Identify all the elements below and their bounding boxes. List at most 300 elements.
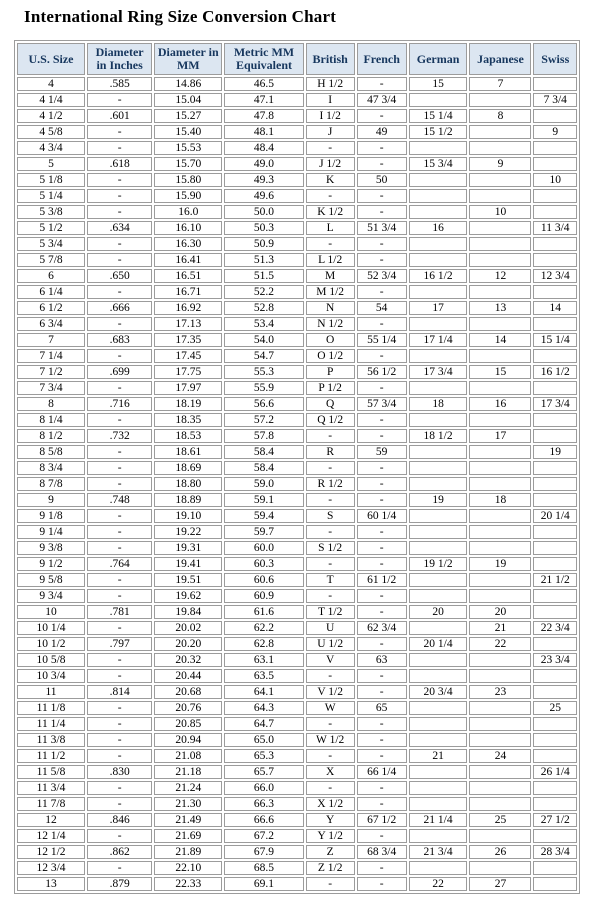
table-cell: 11 7/8 (17, 797, 85, 811)
table-cell: 65.7 (224, 765, 303, 779)
table-cell (469, 221, 531, 235)
table-cell: .650 (87, 269, 152, 283)
table-cell: - (306, 589, 355, 603)
table-cell: 67.9 (224, 845, 303, 859)
table-cell: 52.2 (224, 285, 303, 299)
table-cell: X (306, 765, 355, 779)
table-cell (533, 605, 577, 619)
table-row (17, 77, 577, 91)
table-cell: 55.9 (224, 381, 303, 395)
table-row (17, 557, 577, 571)
table-cell: 12 (469, 269, 531, 283)
table-cell: 19.10 (154, 509, 222, 523)
table-cell: 54.7 (224, 349, 303, 363)
table-cell: 8 1/4 (17, 413, 85, 427)
table-cell: - (306, 525, 355, 539)
table-cell (409, 797, 468, 811)
table-row (17, 333, 577, 347)
table-row (17, 349, 577, 363)
table-row (17, 125, 577, 139)
table-cell: - (357, 685, 407, 699)
table-cell: 18.19 (154, 397, 222, 411)
table-cell: 21 1/4 (409, 813, 468, 827)
table-cell (533, 109, 577, 123)
table-row (17, 189, 577, 203)
table-cell (409, 253, 468, 267)
table-cell: 11 3/4 (533, 221, 577, 235)
table-cell: - (87, 797, 152, 811)
table-cell: 17.75 (154, 365, 222, 379)
table-cell (469, 797, 531, 811)
table-cell: U (306, 621, 355, 635)
column-header: British (306, 43, 355, 75)
table-cell (409, 717, 468, 731)
table-cell: Y 1/2 (306, 829, 355, 843)
table-cell: 50 (357, 173, 407, 187)
table-cell: 14 (533, 301, 577, 315)
table-cell: - (87, 461, 152, 475)
table-cell: 16.92 (154, 301, 222, 315)
table-cell (533, 205, 577, 219)
table-cell: 52.8 (224, 301, 303, 315)
table-cell: 25 (469, 813, 531, 827)
table-cell (469, 717, 531, 731)
table-cell: .699 (87, 365, 152, 379)
table-cell: 59.7 (224, 525, 303, 539)
table-cell: 16.51 (154, 269, 222, 283)
table-row (17, 141, 577, 155)
table-cell: I 1/2 (306, 109, 355, 123)
table-cell: 16.30 (154, 237, 222, 251)
table-cell: - (87, 861, 152, 875)
table-cell: - (357, 413, 407, 427)
table-cell: 12 (17, 813, 85, 827)
table-cell: - (306, 493, 355, 507)
table-cell (409, 781, 468, 795)
table-cell: - (87, 413, 152, 427)
table-cell (409, 445, 468, 459)
table-cell: 58.4 (224, 461, 303, 475)
table-cell: - (87, 749, 152, 763)
table-cell: J (306, 125, 355, 139)
table-cell (469, 237, 531, 251)
table-cell: 20.20 (154, 637, 222, 651)
table-cell (409, 525, 468, 539)
table-cell: 17 1/4 (409, 333, 468, 347)
table-cell: 48.4 (224, 141, 303, 155)
table-cell: 16.10 (154, 221, 222, 235)
table-cell: 62.2 (224, 621, 303, 635)
table-cell: 20.32 (154, 653, 222, 667)
table-cell: 21.69 (154, 829, 222, 843)
table-cell: 9 1/8 (17, 509, 85, 523)
table-cell: - (87, 205, 152, 219)
table-cell (469, 253, 531, 267)
table-row (17, 845, 577, 859)
table-row (17, 461, 577, 475)
column-header: Japanese (469, 43, 531, 75)
table-cell (409, 653, 468, 667)
table-cell (533, 461, 577, 475)
table-cell: 10 (17, 605, 85, 619)
table-cell: 57.8 (224, 429, 303, 443)
header-row (17, 43, 577, 75)
table-cell: N 1/2 (306, 317, 355, 331)
table-row (17, 749, 577, 763)
table-cell: T 1/2 (306, 605, 355, 619)
table-cell: 20 1/4 (533, 509, 577, 523)
table-cell (469, 781, 531, 795)
table-cell (533, 877, 577, 891)
table-cell: 18 (409, 397, 468, 411)
table-row (17, 157, 577, 171)
table-cell: - (306, 781, 355, 795)
table-cell: .862 (87, 845, 152, 859)
table-cell: 65.0 (224, 733, 303, 747)
table-cell: 18 (469, 493, 531, 507)
table-cell: 65.3 (224, 749, 303, 763)
table-cell: - (357, 237, 407, 251)
table-cell (469, 477, 531, 491)
table-cell: 67 1/2 (357, 813, 407, 827)
table-cell (409, 669, 468, 683)
table-cell: 16.41 (154, 253, 222, 267)
table-row (17, 173, 577, 187)
table-cell: W (306, 701, 355, 715)
table-cell: V 1/2 (306, 685, 355, 699)
table-cell: 50.3 (224, 221, 303, 235)
table-cell: 5 1/4 (17, 189, 85, 203)
table-cell: .781 (87, 605, 152, 619)
table-cell: 16.71 (154, 285, 222, 299)
table-cell (533, 525, 577, 539)
table-row (17, 397, 577, 411)
table-cell: - (357, 349, 407, 363)
table-cell: 59.1 (224, 493, 303, 507)
table-cell (409, 413, 468, 427)
table-cell: 19 1/2 (409, 557, 468, 571)
table-cell: Q (306, 397, 355, 411)
table-cell: 4 (17, 77, 85, 91)
table-cell: 20 (409, 605, 468, 619)
table-cell (533, 413, 577, 427)
table-cell (533, 749, 577, 763)
table-cell (409, 589, 468, 603)
table-cell: 23 (469, 685, 531, 699)
table-cell: 56.6 (224, 397, 303, 411)
table-cell: 8 5/8 (17, 445, 85, 459)
table-cell (533, 669, 577, 683)
table-cell: 12 3/4 (533, 269, 577, 283)
table-cell: 18.80 (154, 477, 222, 491)
table-cell: 62.8 (224, 637, 303, 651)
table-cell: 18.69 (154, 461, 222, 475)
table-cell: - (87, 525, 152, 539)
table-cell: 19 (469, 557, 531, 571)
table-row (17, 621, 577, 635)
table-cell: 49 (357, 125, 407, 139)
table-cell: - (357, 253, 407, 267)
table-row (17, 285, 577, 299)
table-cell (469, 509, 531, 523)
column-header: French (357, 43, 407, 75)
table-cell (533, 157, 577, 171)
table-row (17, 765, 577, 779)
table-cell (533, 829, 577, 843)
table-cell (533, 541, 577, 555)
table-cell: 48.1 (224, 125, 303, 139)
table-row (17, 93, 577, 107)
table-cell: 28 3/4 (533, 845, 577, 859)
table-cell: Q 1/2 (306, 413, 355, 427)
table-row (17, 637, 577, 651)
table-cell: - (357, 829, 407, 843)
table-cell: 13 (469, 301, 531, 315)
table-cell: 18.89 (154, 493, 222, 507)
table-cell: - (87, 349, 152, 363)
table-cell (409, 621, 468, 635)
table-cell: 11 1/4 (17, 717, 85, 731)
table-cell: 19.84 (154, 605, 222, 619)
table-cell: 9 1/2 (17, 557, 85, 571)
table-cell: 66.0 (224, 781, 303, 795)
table-cell (409, 541, 468, 555)
table-cell: 27 (469, 877, 531, 891)
table-row (17, 493, 577, 507)
table-cell: .797 (87, 637, 152, 651)
table-cell: 7 3/4 (533, 93, 577, 107)
table-cell: 4 1/4 (17, 93, 85, 107)
table-cell: 65 (357, 701, 407, 715)
table-cell: - (87, 93, 152, 107)
table-row (17, 221, 577, 235)
table-cell: 7 1/4 (17, 349, 85, 363)
table-row (17, 605, 577, 619)
table-cell: - (87, 781, 152, 795)
table-cell (469, 173, 531, 187)
table-cell (533, 253, 577, 267)
table-cell (469, 573, 531, 587)
table-cell: 19 (409, 493, 468, 507)
table-cell: .764 (87, 557, 152, 571)
table-cell: W 1/2 (306, 733, 355, 747)
table-row (17, 685, 577, 699)
table-cell: 17.97 (154, 381, 222, 395)
table-cell: - (306, 461, 355, 475)
table-cell: K 1/2 (306, 205, 355, 219)
table-cell: 57 3/4 (357, 397, 407, 411)
table-cell: S 1/2 (306, 541, 355, 555)
column-header: Diameter in Inches (87, 43, 152, 75)
table-cell: 21.49 (154, 813, 222, 827)
table-cell: 5 1/8 (17, 173, 85, 187)
table-row (17, 365, 577, 379)
table-cell: - (357, 637, 407, 651)
table-cell (469, 701, 531, 715)
table-cell: 53.4 (224, 317, 303, 331)
table-cell: 15 1/2 (409, 125, 468, 139)
table-cell (533, 861, 577, 875)
table-cell (409, 285, 468, 299)
table-cell: - (87, 125, 152, 139)
table-row (17, 717, 577, 731)
table-cell: 15 1/4 (409, 109, 468, 123)
table-cell: K (306, 173, 355, 187)
table-cell: - (306, 189, 355, 203)
table-cell: - (87, 653, 152, 667)
table-cell: - (306, 237, 355, 251)
table-row (17, 781, 577, 795)
table-cell: .585 (87, 77, 152, 91)
table-cell (533, 429, 577, 443)
table-cell: 58.4 (224, 445, 303, 459)
table-cell (409, 381, 468, 395)
table-cell (469, 285, 531, 299)
table-cell: 13 (17, 877, 85, 891)
table-cell: 7 (17, 333, 85, 347)
table-cell: 21.18 (154, 765, 222, 779)
table-cell: 16 (409, 221, 468, 235)
table-cell: - (357, 461, 407, 475)
table-cell: 64.3 (224, 701, 303, 715)
table-cell: 47.1 (224, 93, 303, 107)
table-row (17, 525, 577, 539)
table-cell: 11 1/8 (17, 701, 85, 715)
table-cell: 17.35 (154, 333, 222, 347)
table-cell: - (357, 669, 407, 683)
table-cell: 14.86 (154, 77, 222, 91)
table-cell: 55 1/4 (357, 333, 407, 347)
table-cell: .716 (87, 397, 152, 411)
table-cell: Y (306, 813, 355, 827)
table-cell (469, 829, 531, 843)
table-cell: 19.51 (154, 573, 222, 587)
table-cell: 15.40 (154, 125, 222, 139)
table-cell: 63.1 (224, 653, 303, 667)
table-cell: 55.3 (224, 365, 303, 379)
table-cell: 46.5 (224, 77, 303, 91)
table-cell: 22 3/4 (533, 621, 577, 635)
table-cell (409, 765, 468, 779)
table-cell: .732 (87, 429, 152, 443)
table-cell: 60.6 (224, 573, 303, 587)
table-cell: - (87, 381, 152, 395)
table-cell: 14 (469, 333, 531, 347)
table-cell (533, 189, 577, 203)
table-cell: - (357, 205, 407, 219)
table-row (17, 829, 577, 843)
table-cell: .618 (87, 157, 152, 171)
table-row (17, 269, 577, 283)
table-cell: 11 3/4 (17, 781, 85, 795)
table-row (17, 237, 577, 251)
table-cell: O 1/2 (306, 349, 355, 363)
table-cell: - (357, 797, 407, 811)
table-cell: 20.94 (154, 733, 222, 747)
table-cell: - (357, 605, 407, 619)
table-cell: .846 (87, 813, 152, 827)
table-cell: - (87, 621, 152, 635)
table-cell: 8 7/8 (17, 477, 85, 491)
table-row (17, 813, 577, 827)
table-cell: 67.2 (224, 829, 303, 843)
table-cell: 49.0 (224, 157, 303, 171)
table-cell (409, 205, 468, 219)
table-cell: 6 (17, 269, 85, 283)
table-cell: - (357, 157, 407, 171)
table-row (17, 797, 577, 811)
table-cell: 12 1/4 (17, 829, 85, 843)
table-cell (409, 861, 468, 875)
table-cell: 62 3/4 (357, 621, 407, 635)
table-cell: 15 (469, 365, 531, 379)
table-cell: 7 3/4 (17, 381, 85, 395)
table-cell: 10 3/4 (17, 669, 85, 683)
table-cell: 63.5 (224, 669, 303, 683)
table-cell: - (87, 669, 152, 683)
table-cell (409, 189, 468, 203)
table-cell: 19.62 (154, 589, 222, 603)
table-cell: 15.70 (154, 157, 222, 171)
table-cell: 10 1/2 (17, 637, 85, 651)
table-cell: - (357, 557, 407, 571)
table-cell (533, 349, 577, 363)
table-cell: 17 3/4 (409, 365, 468, 379)
table-cell: - (357, 733, 407, 747)
table-cell: - (357, 77, 407, 91)
table-cell: 18.35 (154, 413, 222, 427)
table-cell: 20.02 (154, 621, 222, 635)
table-cell: .814 (87, 685, 152, 699)
table-cell: P (306, 365, 355, 379)
table-cell: 59.0 (224, 477, 303, 491)
table-cell: - (357, 429, 407, 443)
table-cell (469, 317, 531, 331)
table-cell: 18 1/2 (409, 429, 468, 443)
table-cell (533, 77, 577, 91)
table-cell: - (357, 861, 407, 875)
table-cell: 66.3 (224, 797, 303, 811)
table-cell: - (87, 733, 152, 747)
table-cell: 51 3/4 (357, 221, 407, 235)
table-cell: 17.13 (154, 317, 222, 331)
table-cell: 22 (469, 637, 531, 651)
column-header: Swiss (533, 43, 577, 75)
table-row (17, 253, 577, 267)
table-cell: 21.30 (154, 797, 222, 811)
table-cell: R 1/2 (306, 477, 355, 491)
table-row (17, 301, 577, 315)
table-cell: - (357, 477, 407, 491)
table-cell: 17 (409, 301, 468, 315)
table-cell (409, 733, 468, 747)
table-cell: - (87, 253, 152, 267)
table-cell: 10 (469, 205, 531, 219)
table-cell: 9 (469, 157, 531, 171)
table-row (17, 477, 577, 491)
table-row (17, 509, 577, 523)
table-cell: 9 (17, 493, 85, 507)
table-cell: - (357, 877, 407, 891)
table-cell (469, 525, 531, 539)
table-cell: - (357, 781, 407, 795)
table-cell: 21 (469, 621, 531, 635)
table-cell: 26 1/4 (533, 765, 577, 779)
table-cell: - (306, 141, 355, 155)
table-cell: 6 1/4 (17, 285, 85, 299)
table-header (17, 43, 577, 75)
table-cell: 8 (469, 109, 531, 123)
